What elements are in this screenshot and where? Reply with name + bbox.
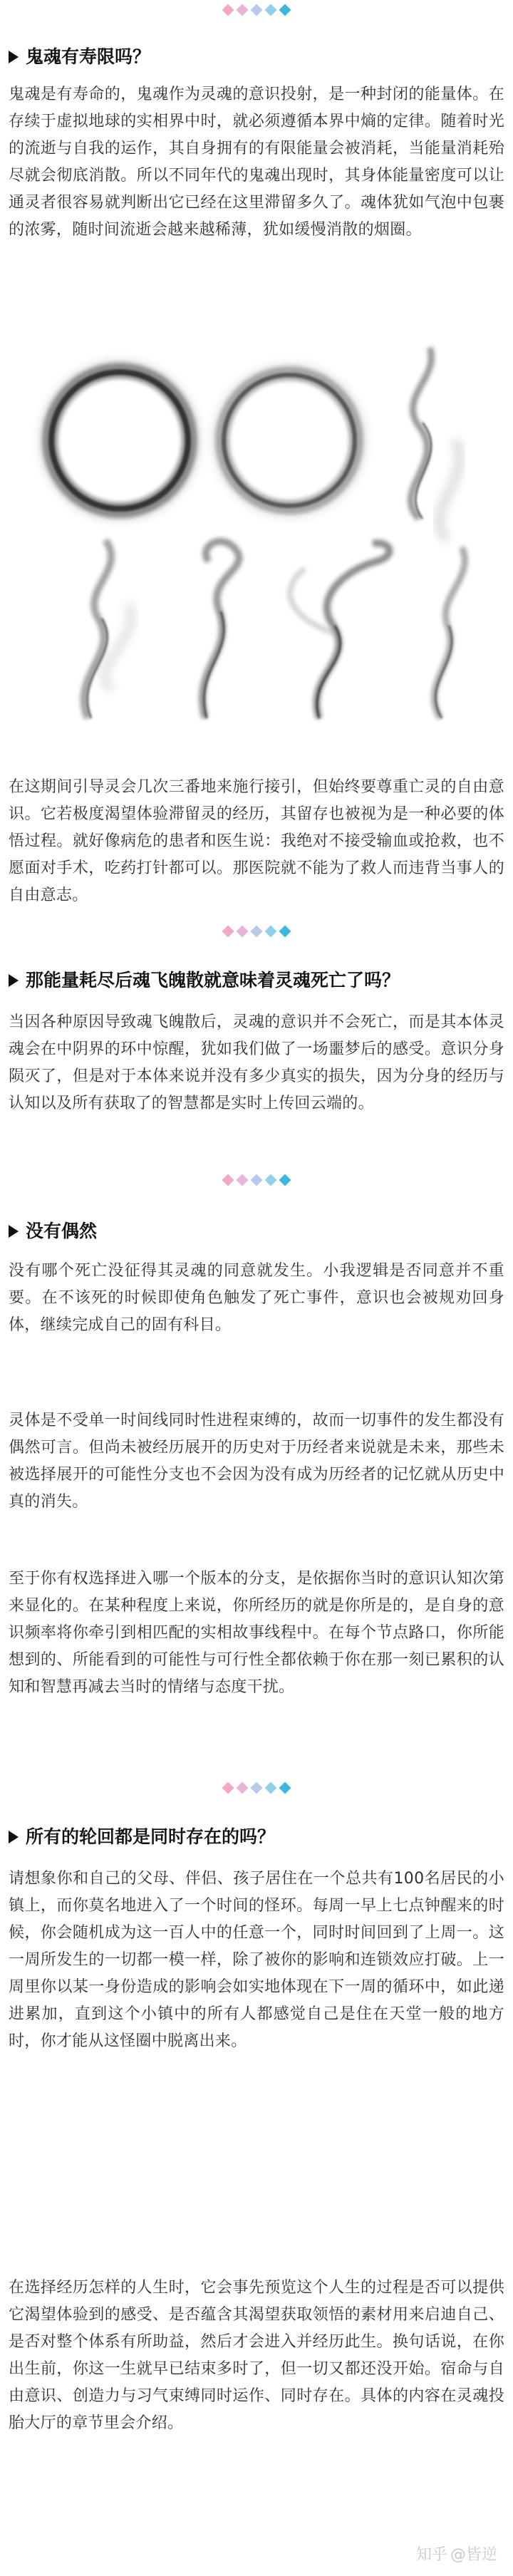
diamond-icon [279, 1174, 291, 1186]
paragraph: 在选择经历怎样的人生时，它会事先预览这个人生的过程是否可以提供它渴望体验到的感受、是否蕴含其渴望获取领悟的素材用来启迪自己、是否对整个体系有所助益，然后才会进入并经历此生。换句话说，在你出生前，你这一生就早已结束多时了，但一切又都还没开始。宿命与自由意识、创造力与习气束缚同时运作、同时存在。具体的内容在灵魂投胎大厅的章节里会介绍。 [9, 2279, 504, 2432]
diamond-icon [237, 4, 249, 16]
watermark-author: @皆逆 [450, 2546, 497, 2564]
smoke-wisp [434, 547, 465, 718]
smoke-wisp [410, 348, 459, 540]
diamond-icon [251, 4, 263, 16]
paragraph: 当因各种原因导致魂飞魄散后，灵魂的意识并不会死亡，而是其本体灵魂会在中阴界的环中惊醒，犹如我们做了一场噩梦后的感受。意识分身陨灭了，但是对于本体来说并没有多少真实的损失，因为分身的经历与认知以及所有获取了的智慧都是实时上传回云端的。 [9, 1013, 504, 1112]
triangle-bullet-icon [9, 974, 19, 987]
watermark-site: 知乎 [415, 2546, 447, 2564]
triangle-bullet-icon [9, 1831, 19, 1843]
diamond-icon [251, 926, 263, 938]
smoke-wisp [83, 540, 131, 718]
diamond-icon [237, 1174, 249, 1186]
section-divider [0, 6, 513, 14]
smoke-wisp [290, 543, 389, 718]
diamond-icon [279, 926, 291, 938]
paragraph: 在这期间引导灵会几次三番地来施行接引，但始终要尊重亡灵的自由意识。它若极度渴望体验滞留灵的经历，其留存也被视为是一种必要的体悟过程。就好像病危的患者和医生说：我绝对不接受输血或抢救，也不愿面对手术，吃药打针都可以。那医院就不能为了救人而违背当事人的自由意志。 [9, 778, 504, 904]
triangle-bullet-icon [9, 51, 19, 63]
diamond-icon [237, 926, 249, 938]
section-divider [0, 927, 513, 936]
diamond-icon [265, 1174, 277, 1186]
paragraph: 没有哪个死亡没征得其灵魂的同意就发生。小我逻辑是否同意并不重要。在不该死的时候即使角色触发了死亡事件，意识也会被规劝回身体，继续完成自己的固有科目。 [9, 1262, 504, 1334]
diamond-icon [237, 1782, 249, 1794]
section-divider [0, 1176, 513, 1184]
smoke-ring [43, 363, 197, 517]
diamond-icon [222, 1174, 234, 1186]
section-heading [9, 1219, 504, 1244]
section-heading [9, 1824, 504, 1850]
triangle-bullet-icon [9, 1225, 19, 1238]
paragraph: 鬼魂是有寿命的，鬼魂作为灵魂的意识投射，是一种封闭的能量体。在存续于虚拟地球的实相界中时，就必须遵循本界中熵的定律。随着时光的流逝与自我的运作，其自身拥有的有限能量会被消耗，当能量消耗殆尽就会彻底消散。所以不同年代的鬼魂出现时，其身体能量密度可以让通灵者很容易就判断出它已经在这里滞留多久了。魂体犹如气泡中包裹的浓雾，随时间流逝会越来越稀薄，犹如缓慢消散的烟圈。 [9, 86, 504, 239]
watermark [416, 2543, 497, 2565]
diamond-icon [279, 4, 291, 16]
paragraph: 至于你有权选择进入哪一个版本的分支，是依据你当时的意识认知次第来显化的。在某种程度上来说，你所经历的就是你所是的，是自身的意识频率将你牵引到相匹配的实相故事线程中。在每个节点路口，你所能想到的、所能看到的可能性与可行性全都依赖于你在那一刻已累积的认知和智慧再减去当时的情绪与态度干扰。 [9, 1570, 504, 1696]
paragraph: 灵体是不受单一时间线同时性进程束缚的，故而一切事件的发生都没有偶然可言。但尚未被经历展开的历史对于历经者来说就是未来，那些未被选择展开的可能性分支也不会因为没有成为历经者的记忆就从历史中真的消失。 [9, 1412, 504, 1511]
diamond-icon [222, 4, 234, 16]
section-title: 所有的轮回都是同时存在的吗？ [26, 1826, 276, 1847]
section-heading [9, 44, 504, 70]
diamond-icon [265, 1782, 277, 1794]
section-heading [9, 968, 504, 993]
paragraph: 请想象你和自己的父母、伴侣、孩子居住在一个总共有100名居民的小镇上，而你莫名地进入了一个时间的怪环。每周一早上七点钟醒来的时候，你会随机成为这一百人中的任意一个，同时时间回到了上周一。这一周所发生的一切都一模一样，除了被你的影响和连锁效应打破。上一周里你以某一身份造成的影响会如实地体现在下一周的循环中，如此递进累加，直到这个小镇中的所有人都感觉自己是住在天堂一般的地方时，你才能从这怪圈中脱离出来。 [9, 1870, 504, 2050]
diamond-icon [279, 1782, 291, 1794]
diamond-icon [251, 1782, 263, 1794]
smoke-rings-and-wisps-illustration [20, 333, 493, 725]
section-divider [0, 1784, 513, 1792]
diamond-icon [265, 4, 277, 16]
smoke-wisp [202, 542, 239, 718]
diamond-icon [265, 926, 277, 938]
section-title: 没有偶然 [26, 1221, 98, 1241]
diamond-icon [251, 1174, 263, 1186]
diamond-icon [222, 926, 234, 938]
smoke-ring [215, 366, 363, 514]
section-title: 那能量耗尽后魂飞魄散就意味着灵魂死亡了吗？ [26, 970, 400, 990]
diamond-icon [222, 1782, 234, 1794]
section-title: 鬼魂有寿限吗？ [26, 46, 151, 67]
